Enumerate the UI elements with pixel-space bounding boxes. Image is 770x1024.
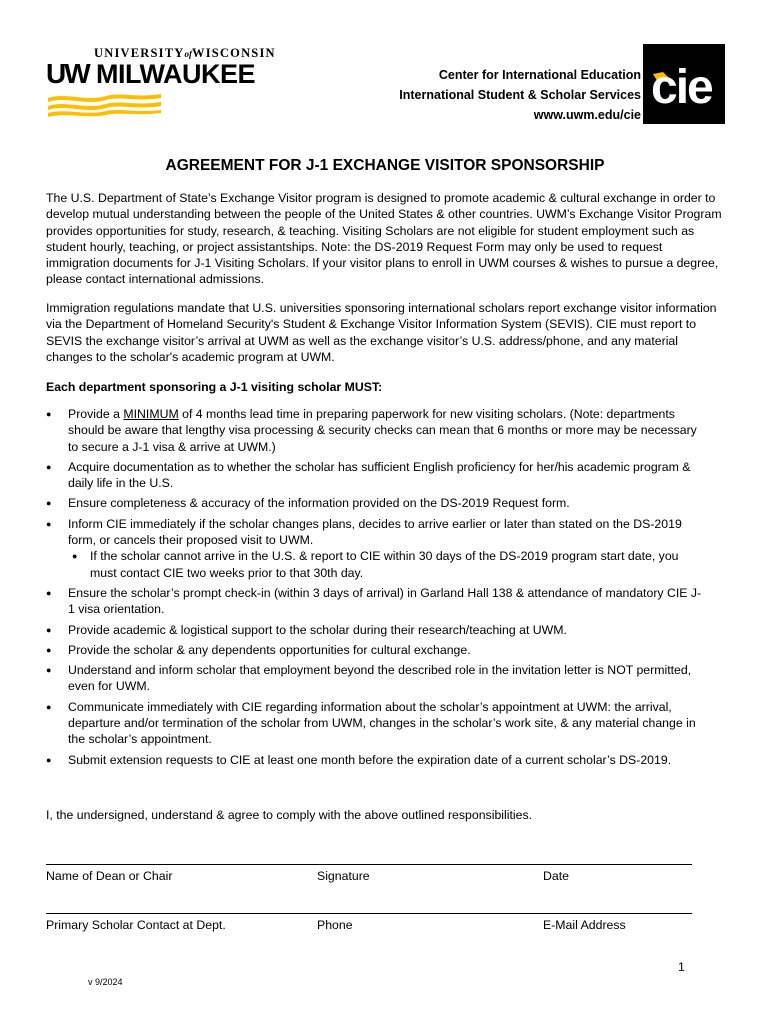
uw-mark: UW: [46, 58, 89, 89]
email-label: E-Mail Address: [543, 918, 626, 932]
phone-label: Phone: [317, 918, 353, 932]
requirements-list: [46, 406, 706, 772]
list-item: ● Ensure completeness & accuracy of the information provided on the DS-2019 Request form.: [46, 495, 706, 511]
list-item: ● Provide a MINIMUM of 4 months lead time in preparing paperwork for new visiting scholars. (Note: departments should be aware that lengthy visa processing & security checks can mean that 6 months or more may be necessary to secure a J-1 visa & arrive at UWM.): [46, 406, 706, 455]
list-item: ● Communicate immediately with CIE regarding information about the scholar’s appointment at UWM: the arrival, departure and/or termination of the scholar from UWM, changes in the scholar’s work site, & any material change in the scholar’s appointment.: [46, 699, 706, 748]
page-number: 1: [678, 960, 685, 974]
primary-contact-label: Primary Scholar Contact at Dept.: [46, 918, 226, 932]
contact-line[interactable]: [46, 913, 692, 914]
sub-list: [68, 548, 706, 581]
cie-department-name: Center for International Education: [438, 68, 641, 82]
document-title: AGREEMENT FOR J-1 EXCHANGE VISITOR SPONSORSHIP: [165, 157, 605, 174]
signature-label: Signature: [317, 869, 370, 883]
gold-stripes-icon: [46, 92, 166, 118]
uwm-logo: [46, 46, 286, 126]
list-item: ● Understand and inform scholar that employment beyond the described role in the invitation letter is NOT permitted, even for UWM.: [46, 662, 706, 695]
version-label: v 9/2024: [88, 977, 123, 987]
university-of-wisconsin-wordmark: UNIVERSITYofWISCONSIN: [94, 46, 276, 60]
cie-logo-text: cie: [651, 61, 712, 114]
list-item: ● Inform CIE immediately if the scholar changes plans, decides to arrive earlier or later than stated on the DS-2019 form, or cancels their proposed visit to UWM. ● If the scholar cannot arrive in the U.S. & report to CIE within 30 days of the DS-2019 program start date, you must contact CIE two weeks prior to that 30th day.: [46, 516, 706, 581]
regulations-paragraph: Immigration regulations mandate that U.S. universities sponsoring international scholars report exchange visitor information via the Department of Homeland Security's Student & Exchange Visitor Information System (SEVIS). CIE must report to SEVIS the exchange visitor’s arrival at UWM as well as the exchange visitor’s U.S. address/phone, and any material changes to the scholar's academic program at UWM.: [46, 301, 717, 364]
cie-logo: [643, 44, 725, 124]
cie-office-name: International Student & Scholar Services: [399, 88, 641, 102]
signature-line[interactable]: [46, 864, 692, 865]
list-item: ● Acquire documentation as to whether the scholar has sufficient English proficiency for her/his academic program & daily life in the U.S.: [46, 459, 706, 492]
intro-paragraph: The U.S. Department of State’s Exchange Visitor program is designed to promote academic & cultural exchange in order to develop mutual understanding between the people of the United States & other countries. UWM’s Exchange Visitor Program provides opportunities for study, research, & teaching. Visiting Scholars are not eligible for student employment such as student hourly, teaching, or project assistantships. Note: the DS-2019 Request Form may only be used to request immigration documents for J-1 Visiting Scholars. If your visitor plans to enroll in UWM courses & wishes to pursue a degree, please contact international admissions.: [46, 191, 722, 287]
sub-list-item: ● If the scholar cannot arrive in the U.S. & report to CIE within 30 days of the DS-2019 program start date, you must contact CIE two weeks prior to that 30th day.: [68, 548, 706, 581]
dean-or-chair-label: Name of Dean or Chair: [46, 869, 173, 883]
date-label: Date: [543, 869, 569, 883]
list-item: ● Provide the scholar & any dependents opportunities for cultural exchange.: [46, 642, 706, 658]
cie-contact-block: [399, 65, 641, 125]
list-item: ● Ensure the scholar’s prompt check-in (within 3 days of arrival) in Garland Hall 138 & attendance of mandatory CIE J-1 visa orientation.: [46, 585, 706, 618]
list-item: ● Submit extension requests to CIE at least one month before the expiration date of a current scholar’s DS-2019.: [46, 752, 706, 768]
requirements-heading: Each department sponsoring a J-1 visiting scholar MUST:: [46, 380, 383, 394]
milwaukee-wordmark: MILWAUKEE: [96, 59, 256, 89]
agreement-statement: I, the undersigned, understand & agree to comply with the above outlined responsibilities.: [46, 808, 533, 822]
list-item: ● Provide academic & logistical support to the scholar during their research/teaching at UWM.: [46, 622, 706, 638]
cie-website-link[interactable]: www.uwm.edu/cie: [533, 108, 641, 122]
